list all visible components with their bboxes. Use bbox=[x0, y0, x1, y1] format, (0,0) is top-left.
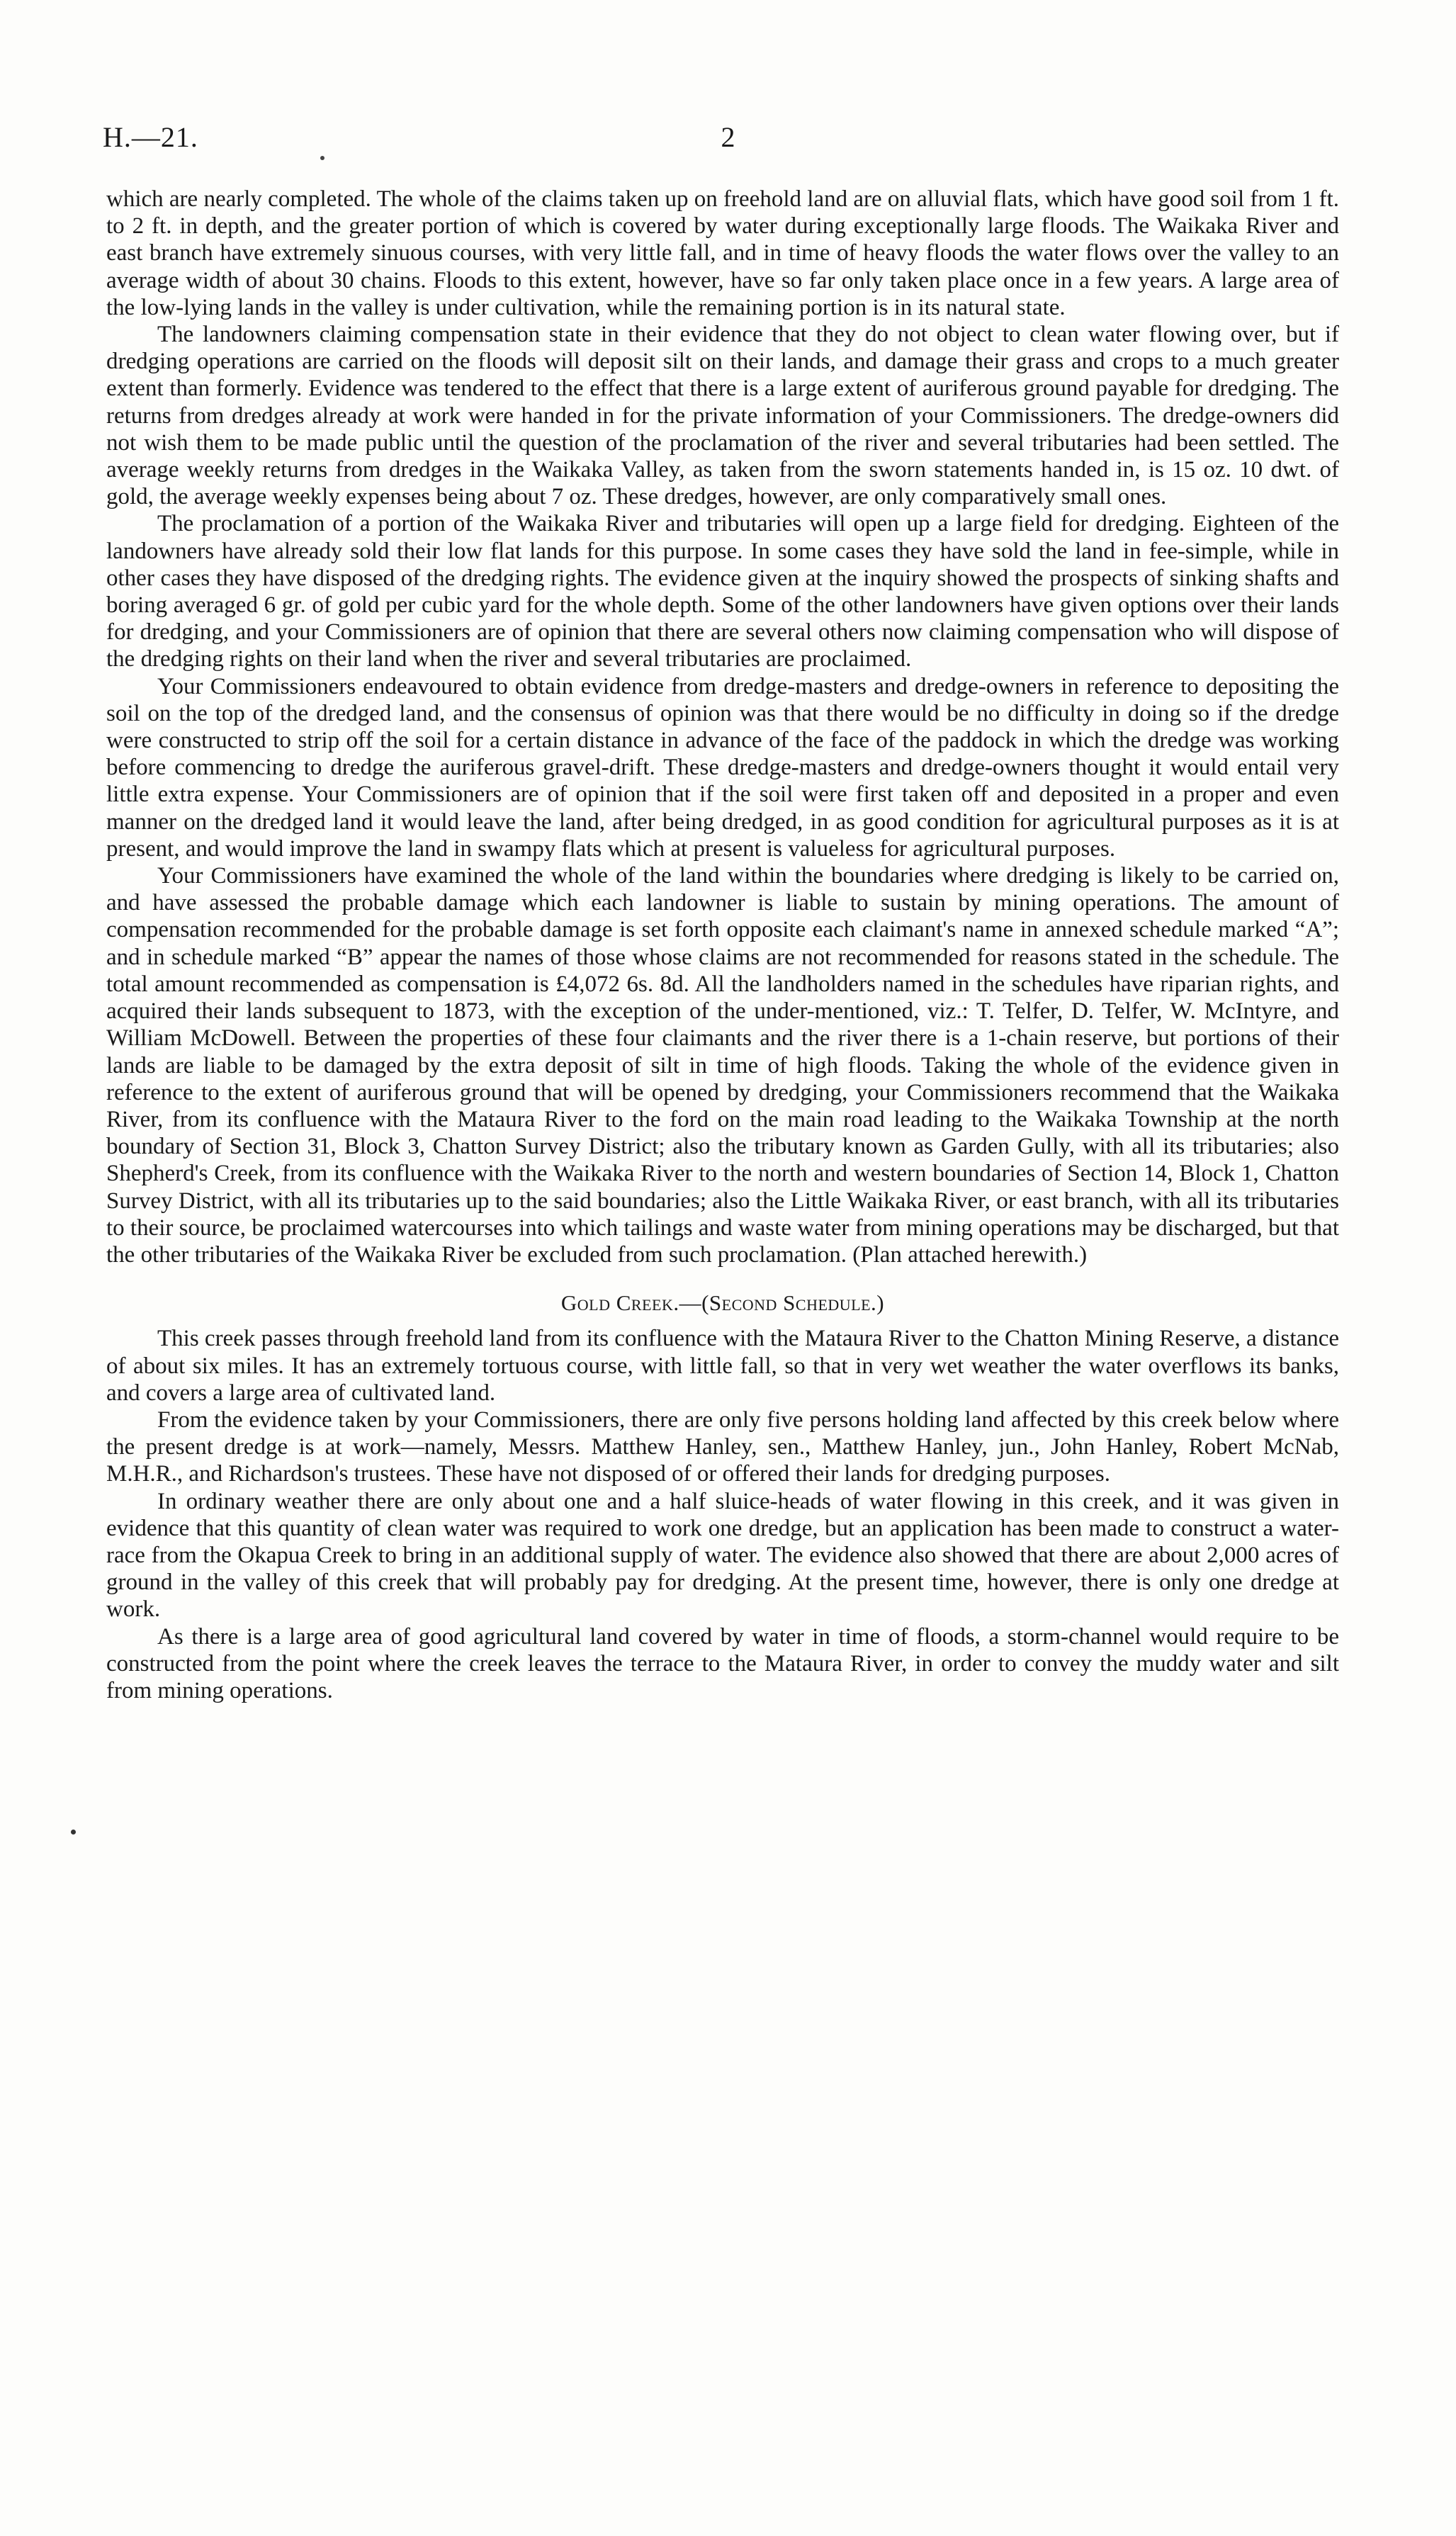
paragraph-3: The proclamation of a portion of the Waikaka River and tributaries will open up a large field for dredging. Eighteen of the landowners have already sold their low flat lands for this purpose. In some cases they have sold the land in fee-simple, while in other cases they have disposed of the dredging rights. The evidence given at the inquiry showed the prospects of sinking shafts and boring averaged 6 gr. of gold per cubic yard for the whole depth. Some of the other landowners have given options over their lands for dredging, and your Commissioners are of opinion that there are several others now claiming compensation who will dispose of the dredging rights on their land when the river and several tributaries are proclaimed. bbox=[106, 511, 1339, 672]
paragraph-6: This creek passes through freehold land from its confluence with the Mataura River to the Chatton Mining Reserve, a distance of about six miles. It has an extremely tortuous course, with little fall, so that in very wet weather the water overflows its banks, and covers a large area of cultivated land. bbox=[106, 1326, 1339, 1406]
page-number: 2 bbox=[721, 121, 735, 153]
paragraph-4: Your Commissioners endeavoured to obtain evidence from dredge-masters and dredge-owners in reference to depositing the soil on the top of the dredged land, and the consensus of opinion was that there would be no difficulty in doing so if the dredge were constructed to strip off the soil for a certain distance in advance of the face of the paddock in which the dredge was working before commencing to dredge the auriferous gravel-drift. These dredge-masters and dredge-owners thought it would entail very little extra expense. Your Commissioners are of opinion that if the soil were first taken off and deposited in a proper and even manner on the dredged land it would leave the land, after being dredged, in as good condition for agricultural purposes as it is at present, and would improve the land in swampy flats which at present is valueless for agricultural purposes. bbox=[106, 673, 1339, 862]
paragraph-2: The landowners claiming compensation state in their evidence that they do not object to clean water flowing over, but if dredging operations are carried on the floods will deposit silt on their lands, and damage their grass and crops to a much greater extent than formerly. Evidence was tendered to the effect that there is a large extent of auriferous ground payable for dredging. The returns from dredges already at work were handed in for the private information of your Commissioners. The dredge-owners did not wish them to be made public until the question of the proclamation of the river and several tributaries had been settled. The average weekly returns from dredges in the Waikaka Valley, as taken from the sworn statements handed in, is 15 oz. 10 dwt. of gold, the average weekly expenses being about 7 oz. These dredges, however, are only comparatively small ones. bbox=[106, 322, 1339, 510]
paragraph-5: Your Commissioners have examined the whole of the land within the boundaries where dredging is likely to be carried on, and have assessed the probable damage which each landowner is liable to sustain by mining operations. The amount of compensation recommended for the probable damage is set forth opposite each claimant's name in annexed schedule marked “A”; and in schedule marked “B” appear the names of those whose claims are not recommended for reasons stated in the schedule. The total amount recommended as compensation is £4,072 6s. 8d. All the landholders named in the schedules have riparian rights, and acquired their lands subsequent to 1873, with the exception of the under-mentioned, viz.: T. Telfer, D. Telfer, W. McIntyre, and William McDowell. Between the properties of these four claimants and the river there is a 1-chain reserve, but portions of their lands are liable to be damaged by the extra deposit of silt in time of high floods. Taking the whole of the evidence given in reference to the extent of auriferous ground that will be opened by dredging, your Commissioners recommend that the Waikaka River, from its confluence with the Mataura River to the ford on the main road leading to the Waikaka Township at the north boundary of Section 31, Block 3, Chatton Survey District; also the tributary known as Garden Gully, with all its tributaries; also Shepherd's Creek, from its confluence with the Waikaka River to the north and western boundaries of Section 14, Block 1, Chatton Survey District, with all its tributaries up to the said boundaries; also the Little Waikaka River, or east branch, with all its tributaries to their source, be proclaimed watercourses into which tailings and waste water from mining operations may be discharged, but that the other tributaries of the Waikaka River be excluded from such proclamation. (Plan attached herewith.) bbox=[106, 863, 1339, 1268]
paragraph-7: From the evidence taken by your Commissioners, there are only five persons holding land affected by this creek below where the present dredge is at work—namely, Messrs. Matthew Hanley, sen., Matthew Hanley, jun., John Hanley, Robert McNab, M.H.R., and Richardson's trustees. These have not disposed of or offered their lands for dredging purposes. bbox=[106, 1407, 1339, 1487]
paragraph-8: In ordinary weather there are only about one and a half sluice-heads of water flowing in this creek, and it was given in evidence that this quantity of clean water was required to work one dredge, but an application has been made to construct a water-race from the Okapua Creek to bring in an additional supply of water. The evidence also showed that there are about 2,000 acres of ground in the valley of this creek that will probably pay for dredging. At the present time, however, there is only one dredge at work. bbox=[106, 1488, 1339, 1623]
paragraph-1: which are nearly completed. The whole of the claims taken up on freehold land are on alluvial flats, which have good soil from 1 ft. to 2 ft. in depth, and the greater portion of which is covered by water during exceptionally large floods. The Waikaka River and east branch have extremely sinuous courses, with very little fall, and in time of heavy floods the water flows over the valley to an average width of about 30 chains. Floods to this extent, however, have so far only taken place once in a few years. A large area of the low-lying lands in the valley is under cultivation, while the remaining portion is in its natural state. bbox=[106, 186, 1339, 320]
paragraph-9: As there is a large area of good agricultural land covered by water in time of floods, a storm-channel would require to be constructed from the point where the creek leaves the terrace to the Mataura River, in order to convey the muddy water and silt from mining operations. bbox=[106, 1623, 1339, 1703]
page-header bbox=[103, 120, 1353, 163]
section-heading-gold-creek: Gold Creek.—(Second Schedule.) bbox=[560, 1290, 885, 1316]
margin-mark bbox=[71, 1830, 76, 1835]
body-text bbox=[106, 186, 1339, 1704]
ink-speck-mark bbox=[320, 156, 325, 160]
document-reference: H.—21. bbox=[103, 121, 198, 153]
